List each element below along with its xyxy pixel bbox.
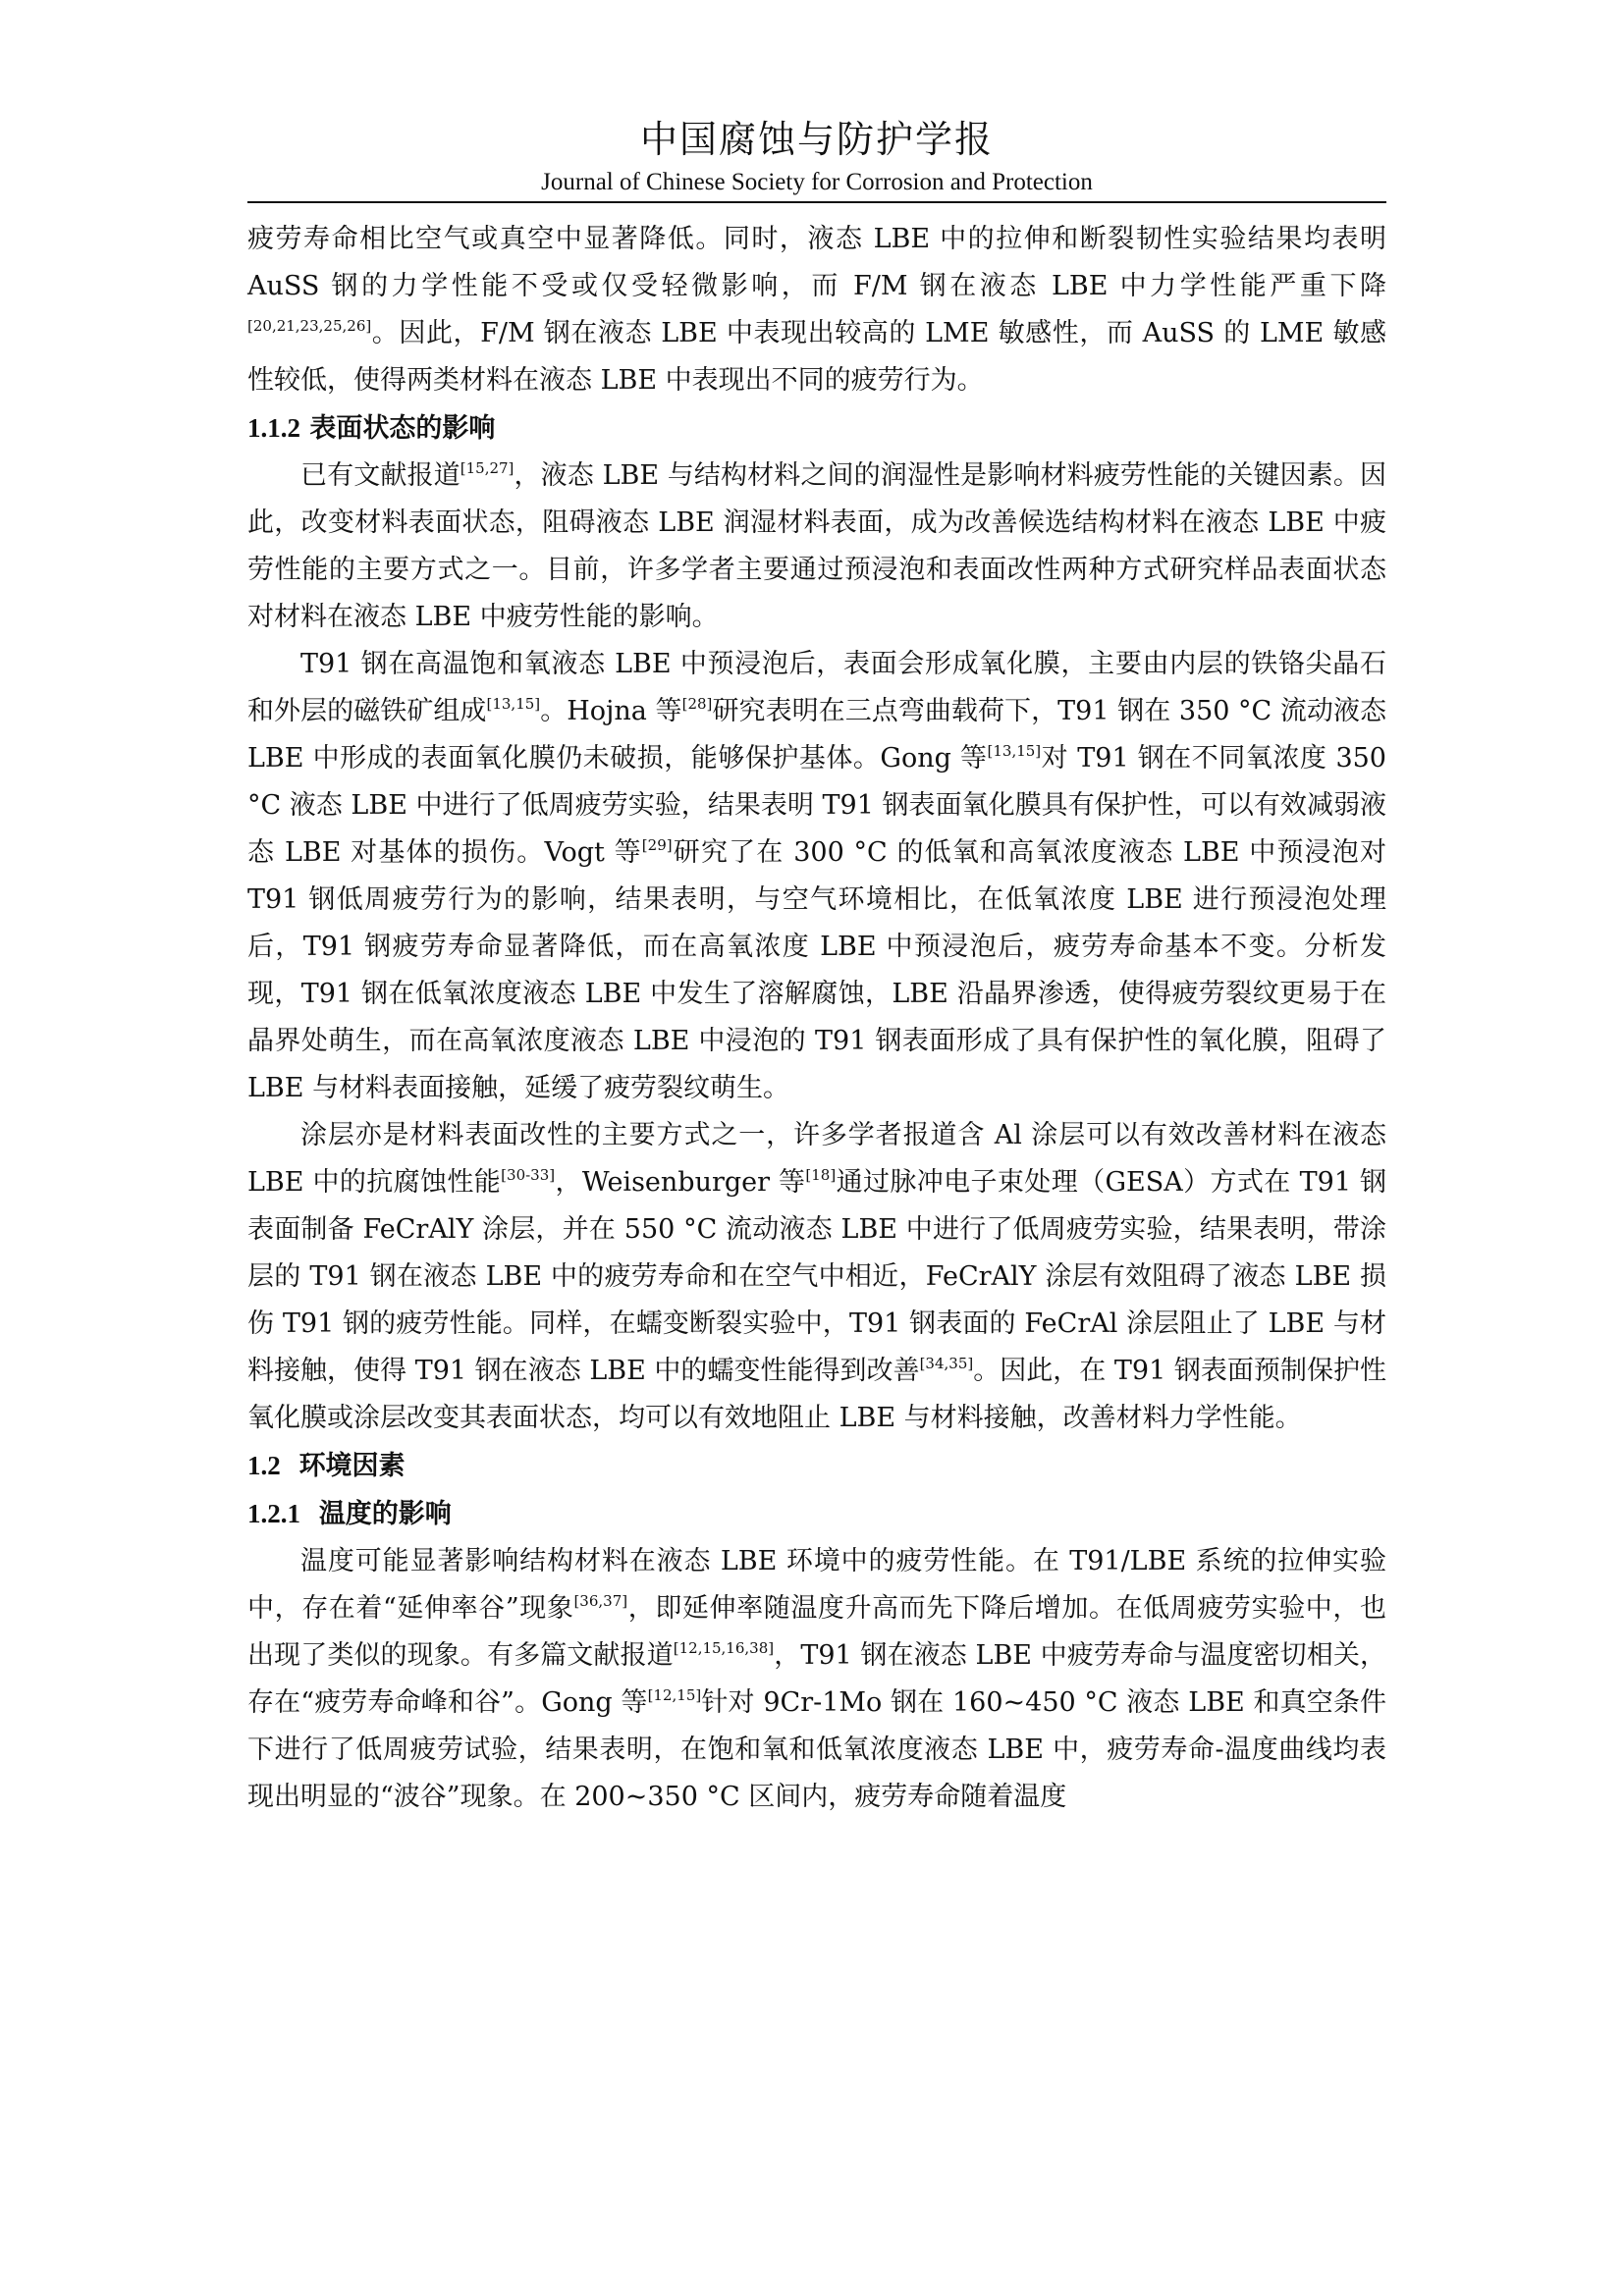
citation: [12,15,16,38] xyxy=(673,1639,775,1657)
text: 疲劳寿命相比空气或真空中显著降低。同时，液态 LBE 中的拉伸和断裂韧性实验结果均表明 AuSS 钢的力学性能不受或仅受轻微影响，而 F/M 钢在液态 LBE 中力学性能严重下降 xyxy=(247,224,1386,301)
citation: [13,15] xyxy=(987,742,1042,760)
section-heading-1-2 xyxy=(247,1442,1386,1490)
citation: [18] xyxy=(805,1166,837,1184)
section-title: 温度的影响 xyxy=(318,1499,452,1529)
text: ，液态 LBE 与结构材料之间的润湿性是影响材料疲劳性能的关键因素。因此，改变材料表面状态，阻碍液态 LBE 润湿材料表面，成为改善候选结构材料在液态 LBE 中疲劳性能的主要方式之一。目前，许多学者主要通过预浸泡和表面改性两种方式研究样品表面状态对材料在液态 LBE 中疲劳性能的影响。 xyxy=(247,460,1386,632)
section-number: 1.2.1 xyxy=(247,1499,300,1528)
journal-title-cn: 中国腐蚀与防护学报 xyxy=(639,118,994,161)
section-heading-1-1-2 xyxy=(247,404,1386,453)
text: ，Weisenburger 等 xyxy=(555,1167,806,1198)
paragraph xyxy=(247,641,1386,1112)
paragraph xyxy=(247,1112,1386,1442)
text: 温度可能显著影响结构材料在液态 LBE 环境中的疲劳性能。在 T91/LBE 系统的拉伸实验中，存在着“延伸率谷”现象 xyxy=(247,1546,1386,1624)
text: ，即延伸率随温度升高而先下降后增加。在低周疲劳实验中，也出现了类似的现象。有多篇文献报道 xyxy=(247,1593,1386,1671)
paragraph xyxy=(247,453,1386,641)
citation: [36,37] xyxy=(573,1592,628,1610)
paragraph-continued xyxy=(247,216,1386,404)
section-number: 1.2 xyxy=(247,1451,281,1480)
citation: [15,27] xyxy=(460,459,514,477)
paragraph xyxy=(247,1538,1386,1821)
citation: [12,15] xyxy=(647,1686,702,1704)
text: 研究了在 300 °C 的低氧和高氧浓度液态 LBE 中预浸泡对 T91 钢低周疲劳行为的影响，结果表明，与空气环境相比，在低氧浓度 LBE 进行预浸泡处理后，T91 钢疲劳寿命显著降低，而在高氧浓度 LBE 中预浸泡后，疲劳寿命基本不变。分析发现，T91 钢在低氧浓度液态 LBE 中发生了溶解腐蚀，LBE 沿晶界渗透，使得疲劳裂纹更易于在晶界处萌生，而在高氧浓度液态 LBE 中浸泡的 T91 钢表面形成了具有保护性的氧化膜，阻碍了 LBE 与材料表面接触，延缓了疲劳裂纹萌生。 xyxy=(247,837,1386,1103)
text: ，T91 钢在液态 LBE 中疲劳寿命与温度密切相关，存在“疲劳寿命峰和谷”。Gong 等 xyxy=(247,1640,1386,1718)
text: 通过脉冲电子束处理（GESA）方式在 T91 钢表面制备 FeCrAlY 涂层，并在 550 °C 流动液态 LBE 中进行了低周疲劳实验，结果表明，带涂层的 T91 钢在液态 LBE 中的疲劳寿命和在空气中相近，FeCrAlY 涂层有效阻碍了液态 LBE 损伤 T91 钢的疲劳性能。同样，在蠕变断裂实验中，T91 钢表面的 FeCrAl 涂层阻止了 LBE 与材料接触，使得 T91 钢在液态 LBE 中的蠕变性能得到改善 xyxy=(247,1167,1386,1386)
section-number: 1.1.2 xyxy=(247,413,300,443)
text: 。因此，在 T91 钢表面预制保护性氧化膜或涂层改变其表面状态，均可以有效地阻止 LBE 与材料接触，改善材料力学性能。 xyxy=(247,1356,1386,1433)
citation: [13,15] xyxy=(486,695,541,713)
section-title: 环境因素 xyxy=(298,1451,406,1481)
text: 涂层亦是材料表面改性的主要方式之一，许多学者报道含 Al 涂层可以有效改善材料在液态 LBE 中的抗腐蚀性能 xyxy=(247,1120,1386,1198)
citation: [34,35] xyxy=(919,1355,974,1372)
text: 针对 9Cr-1Mo 钢在 160~450 °C 液态 LBE 和真空条件下进行了低周疲劳试验，结果表明，在饱和氧和低氧浓度液态 LBE 中，疲劳寿命-温度曲线均表现出明显的“波谷”现象。在 200~350 °C 区间内，疲劳寿命随着温度 xyxy=(247,1687,1387,1812)
text: 。Hojna 等 xyxy=(540,696,682,726)
text: 已有文献报道 xyxy=(300,460,460,491)
text: 研究表明在三点弯曲载荷下，T91 钢在 350 °C 流动液态 LBE 中形成的表面氧化膜仍未破损，能够保护基体。Gong 等 xyxy=(247,696,1387,774)
citation: [30-33] xyxy=(501,1166,556,1184)
citation: [20,21,23,25,26] xyxy=(247,317,372,335)
citation: [29] xyxy=(641,836,673,854)
article-body xyxy=(247,216,1386,1821)
header-rule xyxy=(247,201,1386,203)
page-header xyxy=(247,116,1386,198)
journal-title-en: Journal of Chinese Society for Corrosion and Protection xyxy=(541,169,1093,195)
text: T91 钢在高温饱和氧液态 LBE 中预浸泡后，表面会形成氧化膜，主要由内层的铁铬尖晶石和外层的磁铁矿组成 xyxy=(247,649,1386,726)
citation: [28] xyxy=(681,695,713,713)
section-title: 表面状态的影响 xyxy=(309,413,496,444)
text: 。因此，F/M 钢在液态 LBE 中表现出较高的 LME 敏感性，而 AuSS 的 LME 敏感性较低，使得两类材料在液态 LBE 中表现出不同的疲劳行为。 xyxy=(247,318,1386,396)
section-heading-1-2-1 xyxy=(247,1490,1386,1538)
text: 对 T91 钢在不同氧浓度 350 °C 液态 LBE 中进行了低周疲劳实验，结果表明 T91 钢表面氧化膜具有保护性，可以有效减弱液态 LBE 对基体的损伤。Vogt 等 xyxy=(247,743,1386,868)
